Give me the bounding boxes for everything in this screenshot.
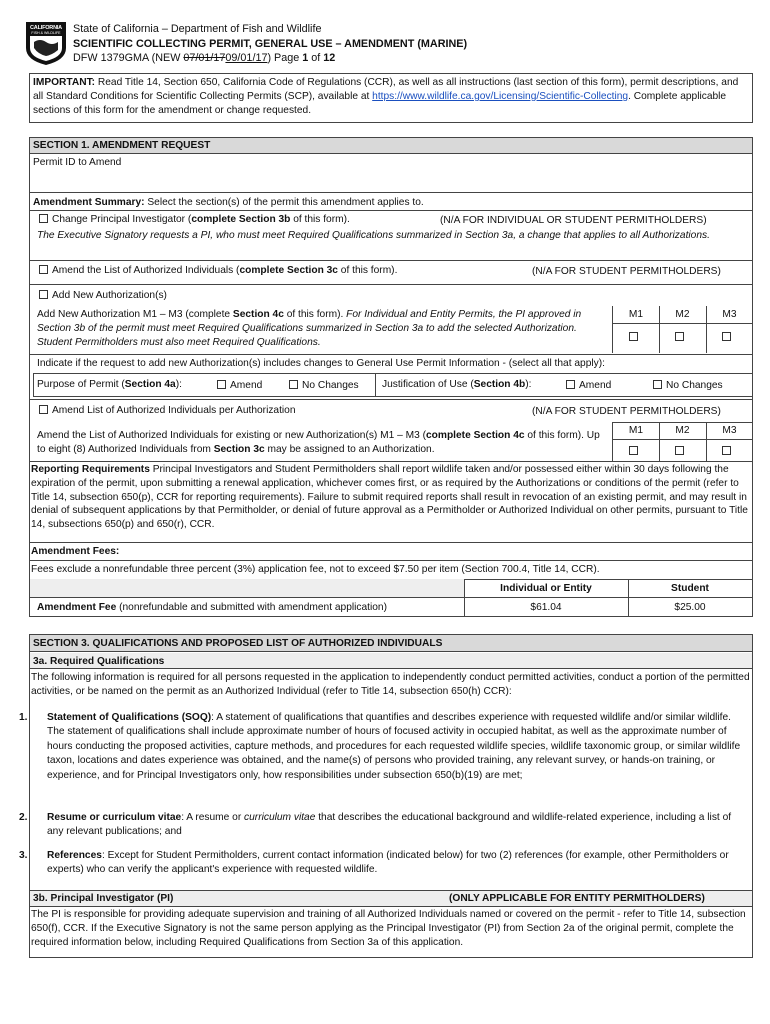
qual-item-2-text: : A resume or [181,812,245,823]
add-auth-col-m3: M3 [722,309,737,320]
add-auth-grid [612,306,752,353]
form-prefix: DFW 1379GMA (NEW [73,52,184,64]
fee-row-label-text: (nonrefundable and submitted with amendment application) [116,602,387,613]
permit-id-input[interactable] [30,170,752,192]
justification-text: Justification of Use ( [382,379,474,390]
new-revision-date: 09/01/17 [225,52,268,64]
justification-amend-option [566,379,611,393]
qual-item-3 [19,849,749,878]
fee-table [30,579,752,617]
qual-item-2-text-end: that describes the educational background and wildlife-related experience, including a list of any relevant publications; and [47,812,732,838]
reporting-requirements [31,463,751,532]
add-auth-description [37,308,607,349]
purpose-nochange-checkbox[interactable] [289,380,298,389]
justification-nochange-label: No Changes [666,380,723,391]
purpose-nochange-option [289,379,359,393]
fee-col-student: Student [671,583,709,594]
important-text-end: . Complete applicable sections of this form for the amendment or change requested. [33,90,727,116]
change-pi-label: Change Principal Investigator ( [52,214,192,225]
purpose-amend-label: Amend [230,380,263,391]
add-auth-m1-checkbox[interactable] [629,332,638,341]
qual-item-2-italic: curriculum vitae [244,812,316,823]
add-auth-row [39,289,167,303]
amend-list-section: complete Section 3c [239,265,338,276]
section-3a-intro: The following information is required for all persons requested in the application to independently conduct permitted activities, conduct a portion of the permitted activities, or be named on the permit as an Authorized Individual (refer to Title 14, subsection 650(h) CCR): [31,672,750,697]
scp-link[interactable]: https://www.wildlife.ca.gov/Licensing/Scientific-Collecting [372,90,629,102]
amend-per-auth-text-3: may be assigned to an Authorization. [264,443,435,455]
add-auth-label: Add New Authorization(s) [52,290,167,301]
add-auth-indicate: Indicate if the request to add new Authorization(s) includes changes to General Use Permit Information - (select all that apply): [37,358,605,369]
amendment-summary [33,196,424,210]
amend-per-auth-m1-checkbox[interactable] [629,446,638,455]
amend-per-auth-text: Amend the List of Authorized Individuals for existing or new Authorization(s) M1 – M3 ( [37,430,427,441]
page-total: 12 [323,52,336,64]
important-text: Read Title 14, Section 650, California Code of Regulations (CCR), as well as all instructions (last section of this form), permit descriptions, and all Standard Conditions for Scientific Collecting Permits (SCP), available at [33,77,739,102]
amend-list-note: (N/A FOR STUDENT PERMITHOLDERS) [532,266,721,277]
reporting-text: Principal Investigators and Student Permitholders shall report wildlife taken and/or possessed either within 30 days following the expiration of the permit, upon submitting a renewal application, whichever comes first, or as required by the Authorizations or conditions of the permit (refer to Title 14, subsection 650(p), CCR for reporting requirements). Failure to submit required reports shall result in revocation of an existing permit, and may result in denial of subsequent applications by that Permitholder, or denial of future approval as a Permitholder or Authorized Individual on other permits, pursuant to Title 14, subsections 650(p) and 650(r), CCR. [31,464,748,531]
change-pi-note: (N/A FOR INDIVIDUAL OR STUDENT PERMITHOLDERS) [440,215,707,226]
justification-amend-label: Amend [579,380,612,391]
qual-item-3-label: References [47,850,102,861]
justification-nochange-checkbox[interactable] [653,380,662,389]
fee-individual-value: $61.04 [530,602,562,613]
amend-per-auth-grid [612,422,752,461]
fee-row-label [37,601,387,615]
important-label: IMPORTANT: [33,77,96,88]
amend-per-auth-text-2: of this form). Up to eight (8) Authorized Individuals from [37,430,600,455]
important-notice [29,73,753,123]
purpose-text-end: ): [175,379,182,390]
amend-list-row [39,264,397,278]
qual-item-1 [19,711,749,783]
amend-per-auth-checkbox[interactable] [39,405,48,414]
section-3b-text: The PI is responsible for providing adequate supervision and training of all Authorized Individuals named or covered on the permit - refer to Title 14, subsection 650(f), CCR. If the Executive Signatory is not the same person applying as the Principal Investigator (PI) from Section 2a of the original permit, complete the required information below, including Required Qualifications from Section 3a of this application. [31,909,746,948]
purpose-text: Purpose of Permit ( [37,379,125,390]
form-number [73,51,335,66]
change-pi-section: complete Section 3b [191,214,291,225]
amend-per-auth-col-m2: M2 [675,425,690,436]
add-auth-text: Add New Authorization M1 – M3 (complete [37,309,233,320]
amend-per-auth-section: complete Section 4c [426,430,525,441]
amend-per-auth-m2-checkbox[interactable] [675,446,684,455]
change-pi-label-end: of this form). [290,214,350,225]
fee-student-value: $25.00 [674,602,706,613]
amend-per-auth-col-m1: M1 [628,425,644,436]
qual-item-1-num: 1. [19,712,28,723]
section-3b-title: 3b. Principal Investigator (PI) [33,893,174,904]
section-1-title: SECTION 1. AMENDMENT REQUEST [30,138,752,154]
fee-col-individual: Individual or Entity [500,583,592,594]
justification-text-end: ): [525,379,532,390]
change-pi-checkbox[interactable] [39,214,48,223]
form-title: SCIENTIFIC COLLECTING PERMIT, GENERAL USE – AMENDMENT (MARINE) [73,38,468,50]
amend-per-auth-col-m3: M3 [722,425,737,436]
add-auth-m3-checkbox[interactable] [722,332,731,341]
add-auth-text-2: of this form). [283,309,347,320]
qual-item-1-label: Statement of Qualifications (SOQ) [47,712,212,723]
section-3b-note: (ONLY APPLICABLE FOR ENTITY PERMITHOLDERS) [449,893,705,904]
qual-item-2 [19,811,749,840]
qual-item-3-text: : Except for Student Permitholders, current contact information (indicated below) for two (2) references (for example, other Permitholders or experts) who can verify the applicant's experience with requested wildlife. [47,850,729,876]
section-3b-border [29,896,753,958]
justification-label [382,378,531,392]
page-prefix: ) Page [267,52,303,64]
agency-logo [24,20,68,66]
section-3-title: SECTION 3. QUALIFICATIONS AND PROPOSED LIST OF AUTHORIZED INDIVIDUALS [30,635,752,652]
qual-item-3-num: 3. [19,850,28,861]
justification-amend-checkbox[interactable] [566,380,575,389]
header-agency: State of California – Department of Fish and Wildlife [73,23,322,35]
justification-nochange-option [653,379,723,393]
add-auth-col-m1: M1 [628,309,644,320]
justification-section: Section 4b [473,379,526,390]
amend-per-auth-m3-checkbox[interactable] [722,446,731,455]
fees-text: Fees exclude a nonrefundable three percent (3%) application fee, not to exceed $7.50 per item (Section 700.4, Title 14, CCR). [31,564,600,575]
amend-per-auth-label: Amend List of Authorized Individuals per Authorization [52,405,296,416]
page-of: of [308,52,324,64]
amend-list-label-end: of this form). [337,265,398,276]
add-auth-section: Section 4c [232,309,284,320]
amend-per-auth-section-2: Section 3c [213,443,265,455]
fees-label: Amendment Fees: [31,546,120,557]
summary-label: Amendment Summary: [33,197,145,208]
purpose-nochange-label: No Changes [302,380,359,391]
amend-per-auth-note: (N/A FOR STUDENT PERMITHOLDERS) [532,406,721,417]
add-auth-italic: For Individual and Entity Permits, the PI approved in Section 3b of the permit must meet Required Qualifications summarized in Section 3a to add the selected Authorization. Student Permitholders must also meet Required Qualifications. [37,309,582,348]
fee-row-label-bold: Amendment Fee [37,602,117,613]
change-pi-row [39,213,350,227]
add-auth-m2-checkbox[interactable] [675,332,684,341]
purpose-amend-option [217,379,262,393]
section-3a-title: 3a. Required Qualifications [30,653,752,669]
purpose-label [37,378,182,392]
add-auth-checkbox[interactable] [39,290,48,299]
amend-list-label: Amend the List of Authorized Individuals ( [52,265,240,276]
amend-list-checkbox[interactable] [39,265,48,274]
qual-item-1-text: : A statement of qualifications that quantifies and describes experience with requested wildlife and/or similar wildlife. The statement of qualifications shall include approximate number of hours of focused activity in occupied habitat, as well as the approximate number of hours conducting the proposed activities, capture methods, and procedures for each requested wildlife species, wildlife taxonomic group, or similar wildlife taxon, locations and dates experience was obtained, and the name(s) of persons who provided training, any relevant survey, or hands-on training, or experience, and for Principal Investigators only, how responsibilities under subsection 650(b)(19) are met; [47,712,741,781]
qual-item-2-num: 2. [19,812,28,823]
reporting-label: Reporting Requirements [31,464,150,475]
logo-text: CALIFORNIA [30,25,62,31]
purpose-amend-checkbox[interactable] [217,380,226,389]
logo-subtext: FISH & WILDLIFE [31,31,61,35]
amend-per-auth-row [39,404,296,418]
permit-id-label: Permit ID to Amend [33,157,122,168]
page-number: 1 [302,52,309,64]
qual-item-2-label: Resume or curriculum vitae [47,812,182,823]
amend-per-auth-description [37,429,605,457]
purpose-section: Section 4a [124,379,176,390]
add-auth-col-m2: M2 [675,309,690,320]
old-revision-date: 07/01/17 [183,52,226,64]
change-pi-description: The Executive Signatory requests a PI, who must meet Required Qualifications summarized in Section 3a, a change that applies to all Authorizations. [37,230,710,241]
summary-text: Select the section(s) of the permit this amendment applies to. [144,197,424,208]
